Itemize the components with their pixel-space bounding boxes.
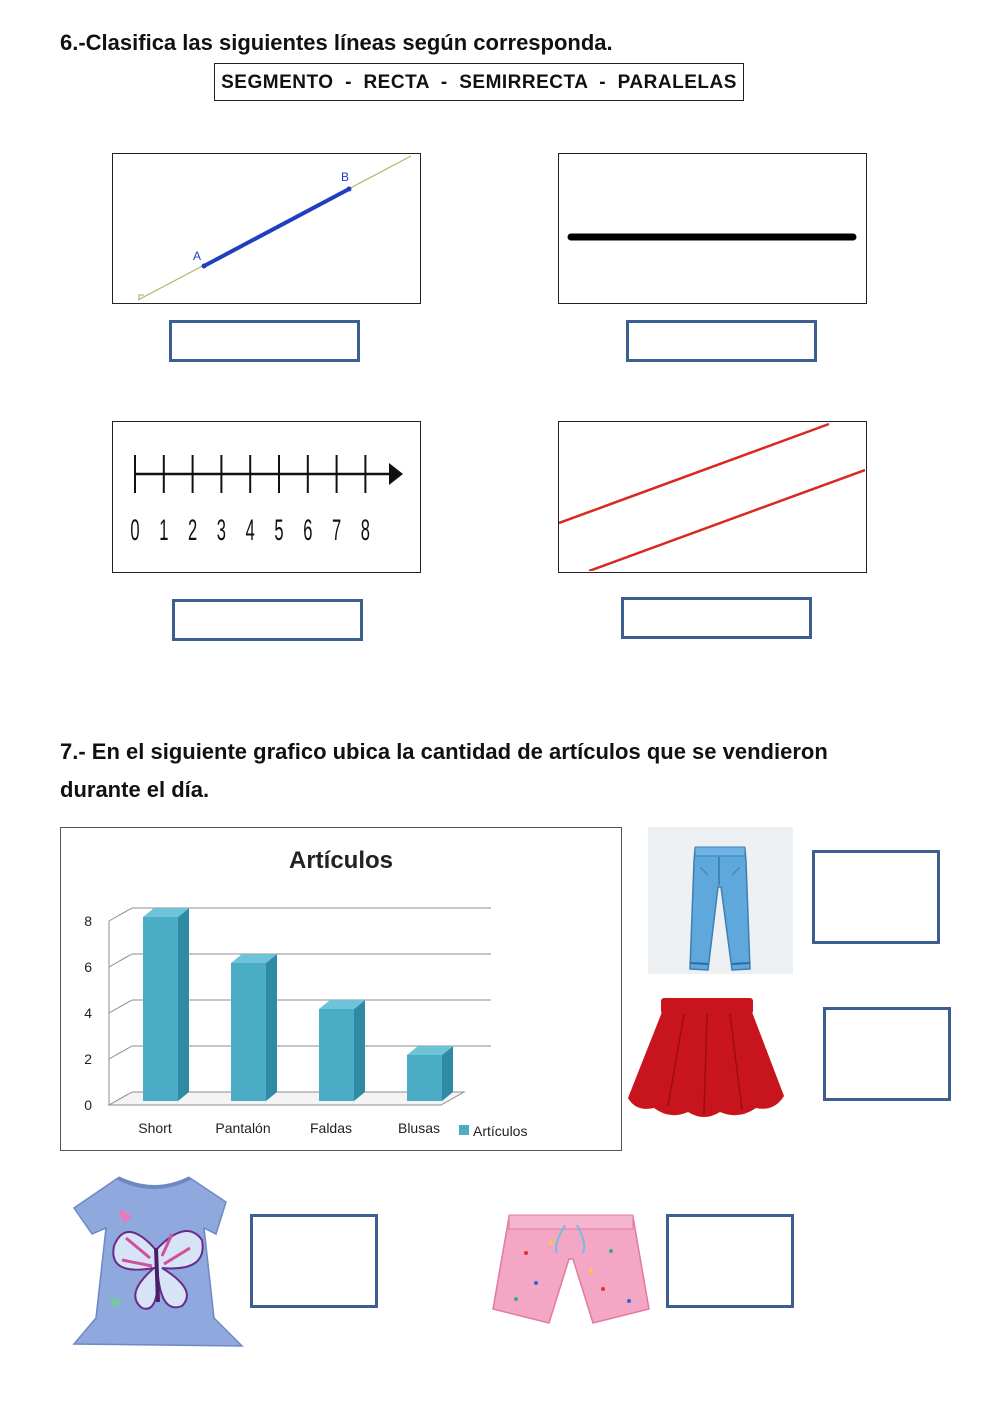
chart-gridline-diag [109,954,132,967]
chart-y-tick-label: 6 [84,959,92,975]
number-line-label: 6 [303,513,313,548]
number-line-label: 1 [159,513,169,548]
chart-legend-swatch [459,1125,469,1135]
word-bank: SEGMENTO - RECTA - SEMIRRECTA - PARALELAS [214,63,744,101]
chart-gridline-diag [109,1000,132,1013]
figure-parallel-lines [558,421,867,573]
number-line-label: 7 [332,513,342,548]
number-line-label: 8 [360,513,370,548]
number-line-arrow [389,463,403,485]
chart-legend-label: Artículos [473,1123,528,1139]
segment-ab [204,189,349,266]
chart-bar [319,1009,354,1101]
chart-title: Artículos [288,847,394,874]
chart-bar-side [266,954,277,1101]
answer-box-skirt[interactable] [823,1007,951,1101]
chart-x-tick-label: Short [138,1120,172,1136]
segment-drawing [113,154,419,302]
chart-bar-side [178,908,189,1101]
parallel-line-1 [559,424,829,523]
figure-number-line [112,421,421,573]
answer-box-4[interactable] [621,597,812,639]
chart-x-tick-label: Blusas [397,1120,441,1136]
label-b: B [341,170,350,184]
parallel-line-2 [589,470,865,571]
q7-title-line1: 7.- En el siguiente grafico ubica la cantidad de artículos que se vendieron [60,739,828,764]
skirt-icon [624,994,790,1126]
chart-y-tick-label: 4 [84,1005,92,1021]
chart-gridline-diag [109,908,132,921]
q6-title: 6.-Clasifica las siguientes líneas según corresponda. [60,30,613,55]
q7-title-line2: durante el día. [60,777,210,802]
chart-y-tick-label: 8 [84,913,92,929]
pants-image [648,827,793,974]
chart-bar [231,963,266,1101]
chart-y-tick-label: 2 [84,1051,92,1067]
number-line-label: 2 [188,513,198,548]
answer-box-shorts[interactable] [666,1214,794,1308]
chart-x-tick-label: Faldas [309,1120,353,1136]
chart-gridline-diag [109,1046,132,1059]
number-line-label: 0 [130,513,140,548]
skirt-image [624,994,790,1126]
parallel-drawing [559,422,865,571]
chart-frame [60,827,622,1151]
bar-chart [61,828,620,1149]
blouse-icon [66,1168,246,1348]
figure-thick-line [558,153,867,304]
answer-box-blouse[interactable] [250,1214,378,1308]
point-a [202,264,207,269]
chart-bar [407,1055,442,1101]
chart-bar-side [442,1046,453,1101]
chart-bar [143,917,178,1101]
thick-line-drawing [559,154,865,302]
number-line-label: 3 [216,513,226,548]
blouse-image [66,1168,246,1348]
shorts-image [491,1213,651,1328]
answer-box-3[interactable] [172,599,363,641]
chart-bar-side [354,1000,365,1101]
pants-icon [648,827,793,974]
figure-segment [112,153,421,304]
shorts-icon [491,1213,651,1328]
chart-y-tick-label: 0 [84,1097,92,1113]
label-a: A [193,249,202,263]
answer-box-pants[interactable] [812,850,940,944]
number-line-label: 5 [274,513,284,548]
point-b [347,187,352,192]
number-line-label: 4 [245,513,255,548]
chart-x-tick-label: Pantalón [215,1120,271,1136]
answer-box-1[interactable] [169,320,360,362]
number-line-drawing [113,422,419,571]
answer-box-2[interactable] [626,320,817,362]
